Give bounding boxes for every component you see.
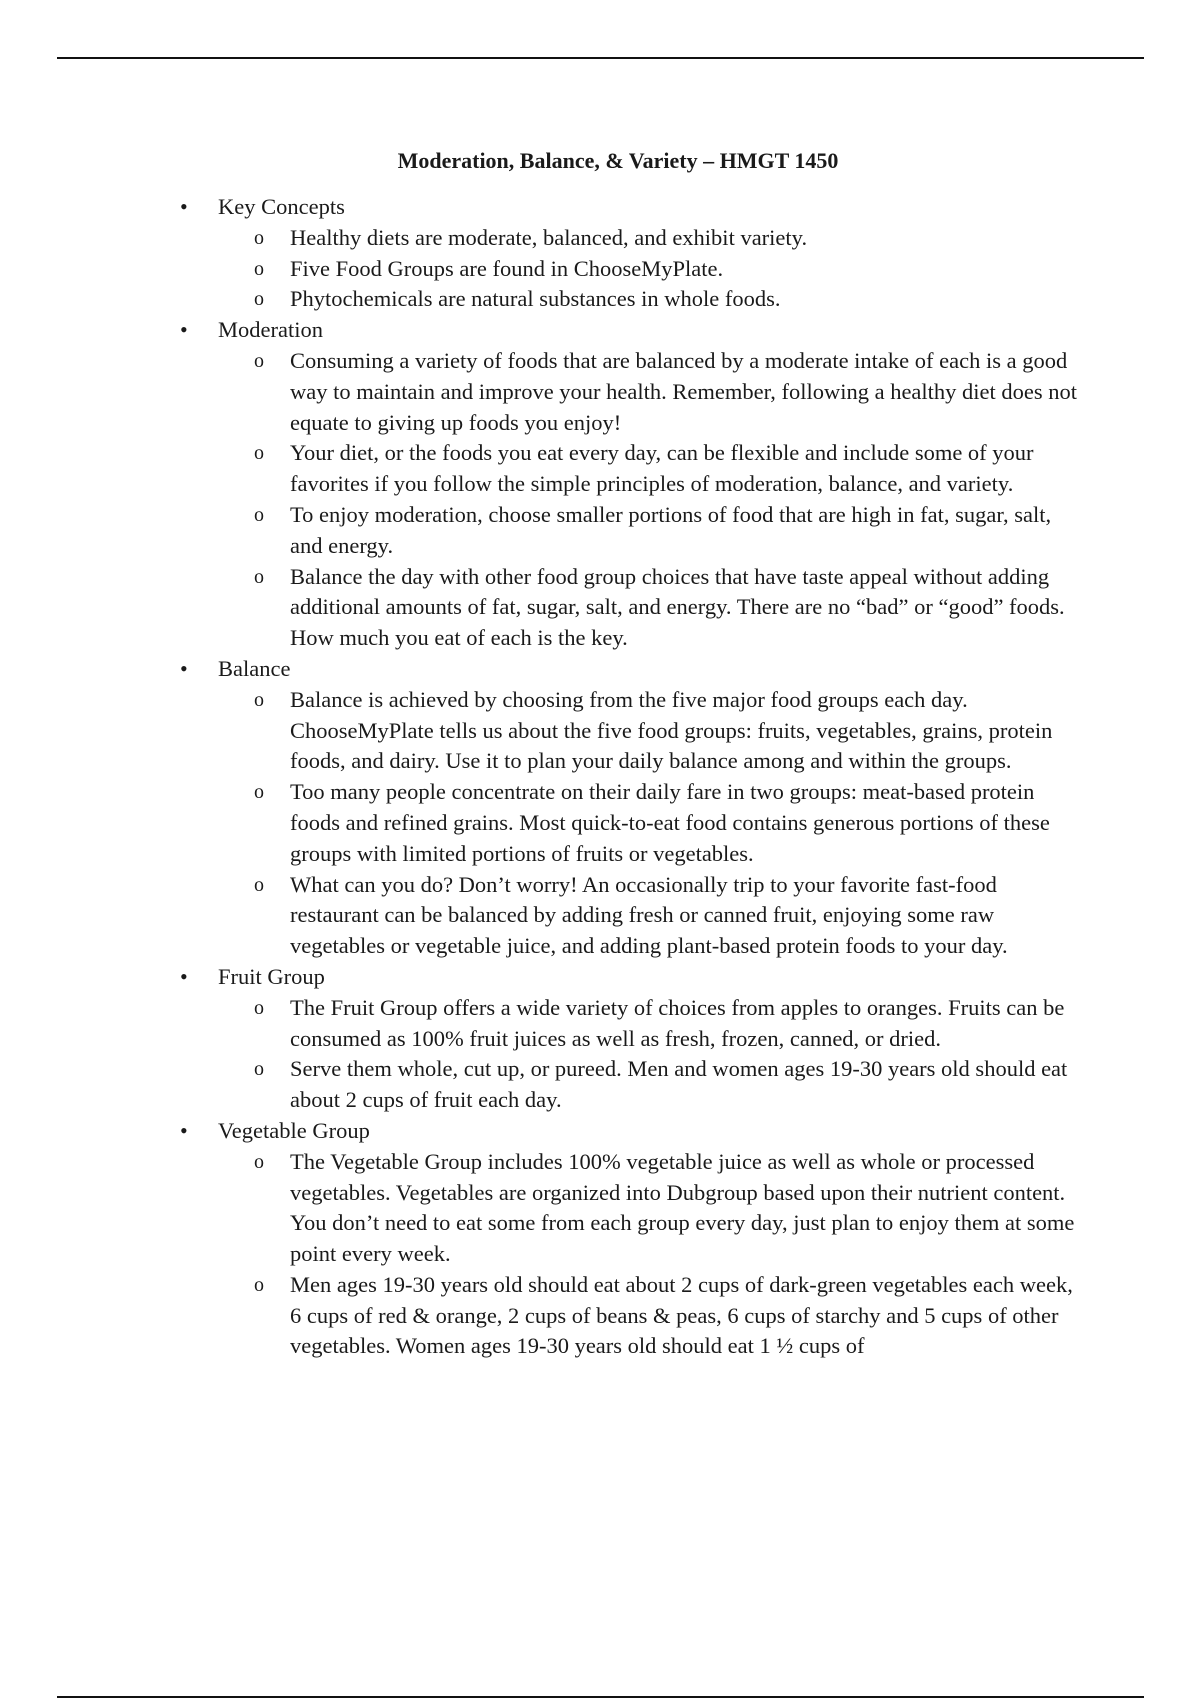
- list-item-text: Too many people concentrate on their daily fare in two groups: meat-based protein foods and refined grains. Most quick-to-eat food contains generous portions of these groups with limited portions of fruits or vegetables.: [290, 779, 1050, 866]
- bullet-icon: •: [180, 655, 188, 681]
- section-fruit-group: [0, 962, 1200, 1116]
- list-item-text: To enjoy moderation, choose smaller portions of food that are high in fat, sugar, salt, and energy.: [290, 501, 1052, 558]
- list-item-text: Healthy diets are moderate, balanced, and exhibit variety.: [290, 224, 808, 250]
- list-item-text: Men ages 19-30 years old should eat about 2 cups of dark-green vegetables each week, 6 cups of red & orange, 2 cups of beans & peas, 6 cups of starchy and 5 cups of other vegetables. Women ages 19-30 years old should eat 1 ½ cups of: [290, 1271, 1073, 1359]
- circle-bullet-icon: o: [254, 288, 264, 311]
- list-item: [254, 562, 1080, 654]
- list-item-text: Phytochemicals are natural substances in whole foods.: [290, 286, 781, 312]
- circle-bullet-icon: o: [254, 1273, 264, 1296]
- sub-list: [218, 223, 1200, 315]
- bullet-icon: •: [180, 963, 188, 989]
- section-heading: Balance: [218, 655, 291, 681]
- list-item-text: Five Food Groups are found in ChooseMyPlate.: [290, 255, 724, 281]
- list-item: [254, 223, 1080, 254]
- sub-list: [218, 993, 1200, 1116]
- circle-bullet-icon: o: [254, 873, 264, 896]
- section-balance: [0, 654, 1200, 962]
- bullet-icon: •: [180, 194, 188, 219]
- circle-bullet-icon: o: [254, 996, 264, 1019]
- section-vegetable-group: [0, 1116, 1200, 1362]
- section-heading: Moderation: [218, 317, 323, 343]
- circle-bullet-icon: o: [254, 1150, 264, 1173]
- document-title: Moderation, Balance, & Variety – HMGT 1450: [397, 148, 839, 173]
- list-item-text: Serve them whole, cut up, or pureed. Men and women ages 19-30 years old should eat about 2 cups of fruit each day.: [290, 1056, 1068, 1113]
- list-item-text: Balance is achieved by choosing from the five major food groups each day. ChooseMyPlate tells us about the five food groups: fruits, vegetables, grains, protein foods, and dairy. Use it to plan your daily balance among and within the groups.: [290, 686, 1053, 774]
- sub-list: [218, 685, 1200, 962]
- footer-rule: [57, 1696, 1144, 1698]
- list-item-text: Your diet, or the foods you eat every day, can be flexible and include some of your favorites if you follow the simple principles of moderation, balance, and variety.: [290, 440, 1034, 497]
- section-heading: Key Concepts: [218, 194, 345, 219]
- section-heading: Fruit Group: [218, 963, 325, 989]
- circle-bullet-icon: o: [254, 226, 264, 249]
- circle-bullet-icon: o: [254, 781, 264, 804]
- section-moderation: [0, 315, 1200, 654]
- list-item-text: Balance the day with other food group choices that have taste appeal without adding additional amounts of fat, sugar, salt, and energy. There are no “bad” or “good” foods. How much you eat of each is the key.: [290, 563, 1065, 651]
- list-item: [254, 870, 1080, 962]
- list-item: [254, 438, 1080, 500]
- section-heading: Vegetable Group: [218, 1117, 370, 1143]
- outline-list: [0, 192, 1200, 1362]
- list-item: [254, 993, 1080, 1055]
- sub-list: [218, 346, 1200, 654]
- list-item-text: The Fruit Group offers a wide variety of choices from apples to oranges. Fruits can be consumed as 100% fruit juices as well as fresh, frozen, canned, or dried.: [290, 994, 1065, 1051]
- sub-list: [218, 1147, 1200, 1363]
- circle-bullet-icon: o: [254, 1058, 264, 1081]
- list-item: [254, 685, 1080, 777]
- list-item: [254, 777, 1080, 869]
- list-item: [254, 346, 1080, 438]
- circle-bullet-icon: o: [254, 442, 264, 465]
- circle-bullet-icon: o: [254, 349, 264, 372]
- list-item: [254, 1147, 1080, 1270]
- list-item-text: Consuming a variety of foods that are balanced by a moderate intake of each is a good way to maintain and improve your health. Remember, following a healthy diet does not equate to giving up foods you enjoy!: [290, 347, 1078, 435]
- circle-bullet-icon: o: [254, 257, 264, 280]
- list-item: [254, 1054, 1080, 1116]
- list-item-text: What can you do? Don’t worry! An occasionally trip to your favorite fast-food restaurant can be balanced by adding fresh or canned fruit, enjoying some raw vegetables or vegetable juice, and adding plant-based protein foods to your day.: [290, 871, 1008, 959]
- circle-bullet-icon: o: [254, 503, 264, 526]
- header-rule: [57, 57, 1144, 59]
- bullet-icon: •: [180, 317, 188, 343]
- list-item: [254, 1270, 1080, 1362]
- section-key-concepts: [0, 192, 1200, 315]
- list-item: [254, 500, 1080, 562]
- list-item: [254, 284, 1080, 315]
- bullet-icon: •: [180, 1117, 188, 1143]
- circle-bullet-icon: o: [254, 688, 264, 711]
- circle-bullet-icon: o: [254, 565, 264, 588]
- list-item: [254, 254, 1080, 285]
- list-item-text: The Vegetable Group includes 100% vegetable juice as well as whole or processed vegetables. Vegetables are organized into Dubgroup based upon their nutrient content. You don’t need to eat some from each group every day, just plan to enjoy them at some point every week.: [290, 1148, 1075, 1267]
